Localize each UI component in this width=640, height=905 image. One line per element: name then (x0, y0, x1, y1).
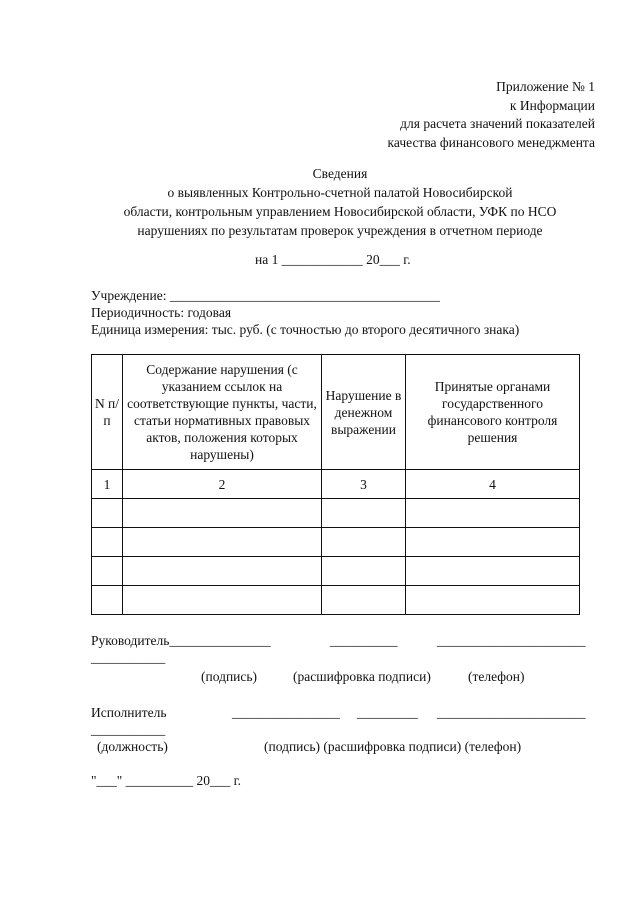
title-line-1: Сведения (312, 166, 368, 181)
table-cell (123, 586, 322, 615)
table-cell (322, 499, 406, 528)
title-line-4: нарушениях по результатам проверок учреждения в отчетном периоде (137, 223, 543, 238)
header-cell-decisions: Принятые органами государственного финансового контроля решения (406, 355, 580, 470)
violations-table (91, 354, 580, 615)
head-wrap-blank: ___________ (91, 650, 166, 665)
head-caption-decode: (расшифровка подписи) (293, 669, 431, 684)
table-cell (406, 499, 580, 528)
table-cell (406, 586, 580, 615)
table-cell (406, 557, 580, 586)
institution-field: Учреждение: ________________________________________ (91, 288, 440, 303)
head-caption-phone: (телефон) (468, 669, 525, 684)
executor-blank-1: ________________ (232, 705, 340, 720)
table-cell (123, 499, 322, 528)
table-number-row (92, 470, 580, 499)
table-cell (322, 586, 406, 615)
column-number-1: 1 (92, 470, 123, 499)
table-cell (92, 499, 123, 528)
column-number-3: 3 (322, 470, 406, 499)
column-number-4: 4 (406, 470, 580, 499)
header-line-1: Приложение № 1 (496, 79, 595, 94)
header-line-2: к Информации (509, 97, 595, 113)
column-number-2: 2 (123, 470, 322, 499)
head-signature-blank: __________ (330, 633, 398, 648)
head-signature-line: Руководитель_______________ (91, 633, 271, 648)
executor-blank-2: _________ (357, 705, 418, 720)
table-row (92, 499, 580, 528)
table-cell (123, 557, 322, 586)
title-line-2: о выявленных Контрольно-счетной палатой Новосибирской (167, 185, 513, 200)
table-row (92, 528, 580, 557)
table-cell (322, 528, 406, 557)
executor-blank-3: ______________________ (437, 705, 586, 720)
executor-wrap-blank: ___________ (91, 722, 166, 737)
header-cell-content: Содержание нарушения (с указанием ссылок на соответствующие пункты, части, статьи нормативных правовых актов, положения которых нарушены) (123, 355, 322, 470)
report-date-line: на 1 ____________ 20___ г. (255, 252, 411, 267)
table-cell (92, 557, 123, 586)
head-phone-blank: ______________________ (437, 633, 586, 648)
signature-date-line: "___" __________ 20___ г. (91, 773, 242, 788)
header-line-3: для расчета значений показателей (400, 116, 595, 131)
table-row (92, 557, 580, 586)
periodicity-text: Периодичность: годовая (91, 305, 232, 320)
appendix-header (388, 78, 595, 152)
unit-text: Единица измерения: тыс. руб. (с точностью до второго десятичного знака) (91, 322, 520, 337)
table-cell (92, 586, 123, 615)
executor-label: Исполнитель (91, 705, 167, 720)
table-cell (406, 528, 580, 557)
header-line-4: качества финансового менеджмента (387, 134, 595, 150)
table-cell (322, 557, 406, 586)
table-cell (92, 528, 123, 557)
table-row (92, 586, 580, 615)
executor-caption-rest: (подпись) (расшифровка подписи) (телефон) (264, 739, 522, 754)
title-line-3: области, контрольным управлением Новосибирской области, УФК по НСО (123, 204, 557, 219)
header-cell-amount: Нарушение в денежном выражении (322, 355, 406, 470)
table-cell (123, 528, 322, 557)
document-title (40, 164, 640, 240)
header-cell-number: N п/п (92, 355, 123, 470)
table-header-row (92, 355, 580, 470)
head-caption-signature: (подпись) (201, 669, 258, 684)
executor-caption-position: (должность) (97, 739, 168, 754)
